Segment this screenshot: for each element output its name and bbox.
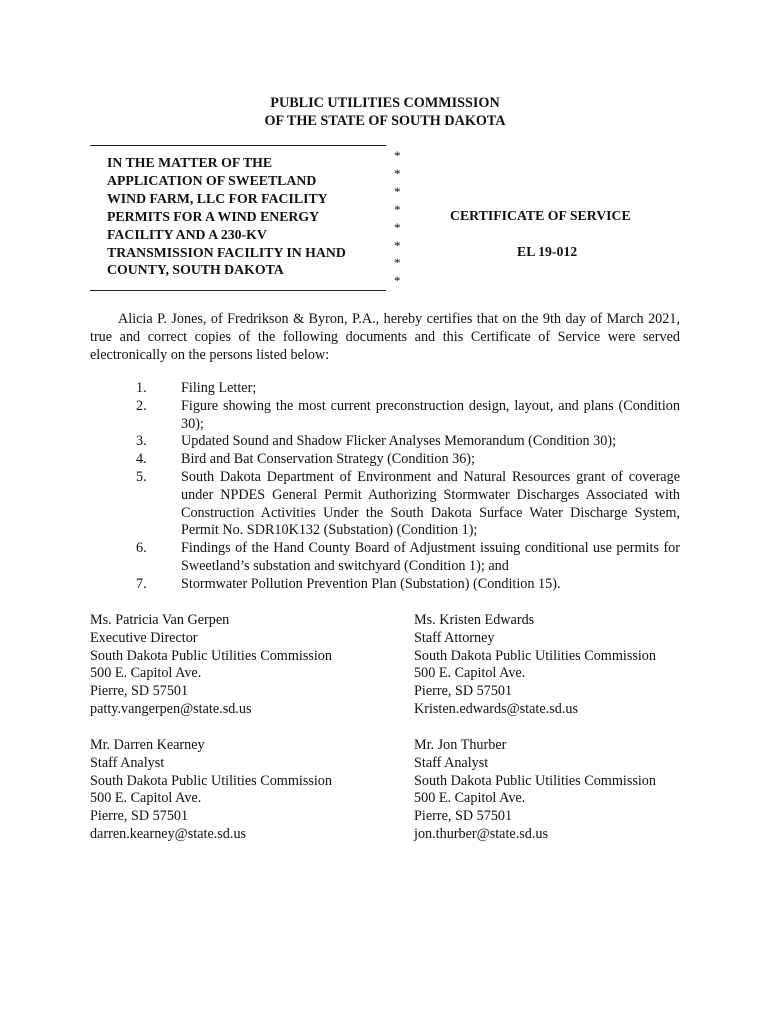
star: * [394, 273, 401, 289]
matter-title: IN THE MATTER OF THE APPLICATION OF SWEETLAND WIND FARM, LLC FOR FACILITY PERMITS FOR A WIND ENERGY FACILITY AND A 230-KV TRANSMISSION FACILITY IN HAND COUNTY, SOUTH DAKOTA [107, 155, 346, 278]
recipient-street: 500 E. Capitol Ave. [90, 790, 202, 807]
recipient-name: Mr. Jon Thurber [414, 737, 507, 753]
docket-number: EL 19-012 [517, 244, 578, 259]
list-number: 5. [136, 468, 147, 485]
recipient-email: darren.kearney@state.sd.us [90, 825, 247, 842]
recipient-street: 500 E. Capitol Ave. [414, 665, 526, 682]
list-text: Filing Letter; [181, 380, 257, 396]
list-text: Figure showing the most current preconstruction design, layout, and plans (Condition 30); [181, 397, 680, 432]
recipient-organization: South Dakota Public Utilities Commission [414, 772, 656, 789]
list-item [90, 451, 680, 469]
recipient-organization: South Dakota Public Utilities Commission [90, 647, 332, 664]
recipient-title: Staff Attorney [414, 629, 495, 646]
list-number: 7. [136, 575, 147, 592]
header-line-2: OF THE STATE OF SOUTH DAKOTA [264, 113, 506, 129]
list-item [90, 398, 680, 434]
recipient-address [90, 612, 332, 719]
intro-paragraph: Alicia P. Jones, of Fredrikson & Byron, P.A., hereby certifies that on the 9th day of March 2021, true and correct copies of the following documents and this Certificate of Service were served electronically on the persons listed below: [90, 311, 680, 363]
recipient-address [414, 612, 656, 719]
case-caption [90, 145, 690, 291]
recipient-title: Executive Director [90, 629, 198, 646]
caption-divider-stars [394, 147, 406, 290]
header-line-1: PUBLIC UTILITIES COMMISSION [270, 95, 500, 111]
list-item [90, 433, 680, 451]
list-text: Updated Sound and Shadow Flicker Analyses Memorandum (Condition 30); [181, 433, 617, 450]
list-number: 4. [136, 451, 147, 468]
recipient-street: 500 E. Capitol Ave. [414, 790, 526, 807]
recipient-title: Staff Analyst [414, 754, 489, 771]
recipient-address [90, 737, 332, 844]
recipient-organization: South Dakota Public Utilities Commission [90, 772, 332, 789]
list-item [90, 576, 680, 594]
star: * [394, 148, 401, 163]
list-text: Findings of the Hand County Board of Adjustment issuing conditional use permits for Sweetland’s substation and switchyard (Condition 1); and [181, 540, 680, 574]
star: * [394, 237, 401, 253]
recipient-street: 500 E. Capitol Ave. [90, 665, 202, 682]
recipient-email: jon.thurber@state.sd.us [414, 825, 549, 842]
recipient-city: Pierre, SD 57501 [414, 808, 513, 825]
recipient-city: Pierre, SD 57501 [414, 683, 513, 700]
list-item [90, 380, 680, 398]
star: * [394, 165, 401, 181]
list-text: Bird and Bat Conservation Strategy (Condition 36); [181, 451, 475, 468]
recipient-organization: South Dakota Public Utilities Commission [414, 647, 656, 664]
list-text: Stormwater Pollution Prevention Plan (Substation) (Condition 15). [181, 575, 561, 592]
list-number: 6. [136, 540, 147, 557]
certificate-title: CERTIFICATE OF SERVICE [450, 208, 631, 223]
recipient-name: Ms. Kristen Edwards [414, 612, 535, 628]
list-number: 2. [136, 397, 147, 414]
star: * [394, 201, 401, 217]
commission-header [0, 94, 770, 130]
star: * [394, 219, 401, 235]
recipient-name: Mr. Darren Kearney [90, 737, 205, 753]
recipient-address [414, 737, 656, 844]
recipient-email: patty.vangerpen@state.sd.us [90, 700, 252, 717]
list-number: 3. [136, 433, 147, 450]
list-number: 1. [136, 380, 147, 396]
caption-matter-box [90, 145, 386, 291]
recipient-email: Kristen.edwards@state.sd.us [414, 700, 578, 717]
list-item [90, 540, 680, 576]
list-item [90, 469, 680, 540]
star: * [394, 183, 401, 199]
star: * [394, 255, 401, 271]
recipient-title: Staff Analyst [90, 754, 165, 771]
served-documents-list [90, 380, 680, 594]
recipient-city: Pierre, SD 57501 [90, 808, 189, 825]
recipient-city: Pierre, SD 57501 [90, 683, 189, 700]
list-text: South Dakota Department of Environment and Natural Resources grant of coverage under NPDES General Permit Authorizing Stormwater Discharges Associated with Construction Activities Under the South Dakota Surface Water Discharge System, Permit No. SDR10K132 (Substation) (Condition 1); [181, 468, 680, 539]
recipient-name: Ms. Patricia Van Gerpen [90, 612, 230, 628]
